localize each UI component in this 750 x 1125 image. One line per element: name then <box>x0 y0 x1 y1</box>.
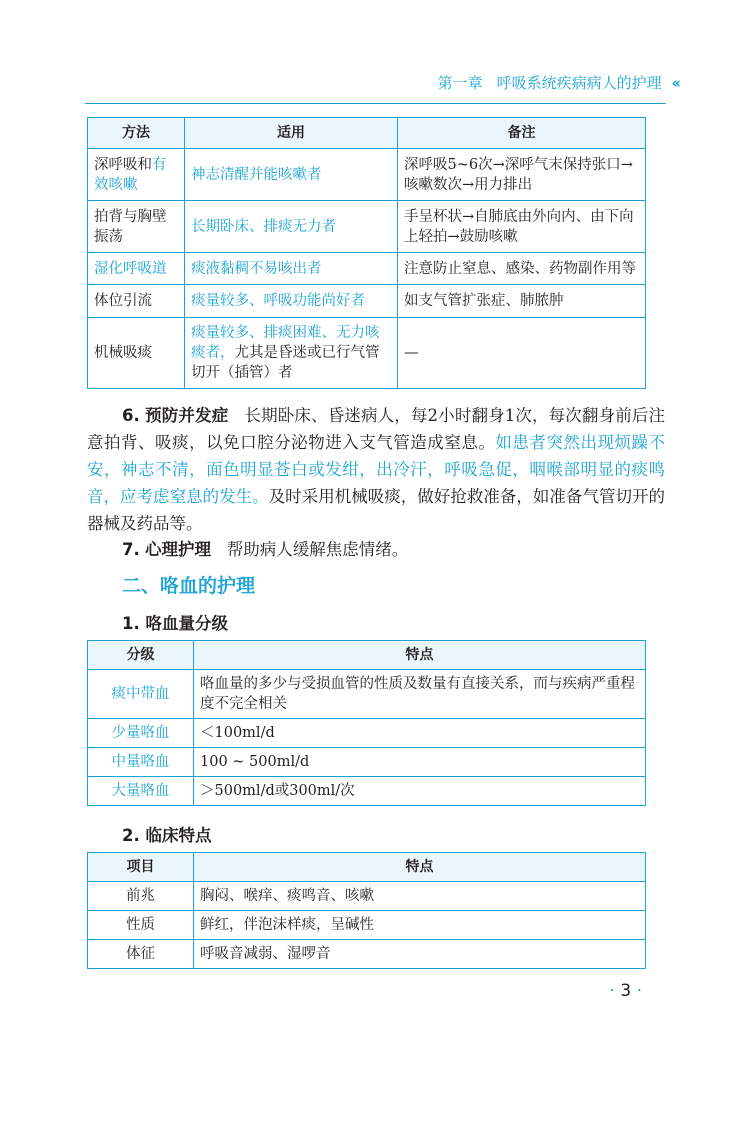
para-text: 长期卧床、昏迷病人，每2小时翻身1次，每次翻身前后注意拍背、吸痰，以免口腔分泌物进入支气管造成窒息。 <box>87 406 665 452</box>
grade-cell: 痰中带血 <box>88 670 194 719</box>
use-cell: 痰液黏稠不易咳出者 <box>185 253 398 285</box>
grade-cell: 大量咯血 <box>88 777 194 806</box>
method-cell: 体位引流 <box>88 285 185 318</box>
feature-cell: ＜100ml/d <box>194 719 646 748</box>
running-header <box>438 72 678 93</box>
page-number <box>610 981 642 1001</box>
clinical-features-table <box>87 852 646 969</box>
use-cell: 痰量较多、呼吸功能尚好者 <box>185 285 398 318</box>
note-cell: 深呼吸5~6次→深呼气末保持张口→咳嗽数次→用力排出 <box>398 149 646 201</box>
header-rule <box>85 103 666 104</box>
table-header-row <box>88 118 646 149</box>
table-row <box>88 318 646 389</box>
col-header-grade: 分级 <box>88 641 194 670</box>
table-row <box>88 201 646 253</box>
feature-cell: 咯血量的多少与受损血管的性质及数量有直接关系，而与疾病严重程度不完全相关 <box>194 670 646 719</box>
item-cell: 性质 <box>88 911 194 940</box>
table-row <box>88 882 646 911</box>
chapter-title: 呼吸系统疾病病人的护理 <box>496 74 662 92</box>
page-dot-right: · <box>636 981 642 1001</box>
col-header-note: 备注 <box>398 118 646 149</box>
hemoptysis-grading-table <box>87 640 646 806</box>
note-cell: 注意防止窒息、感染、药物副作用等 <box>398 253 646 285</box>
method-cell: 拍背与胸壁振荡 <box>88 201 185 253</box>
grade-cell: 少量咯血 <box>88 719 194 748</box>
use-text: 尤其是昏迷或已行气管切开（插管）者 <box>191 345 380 381</box>
para-text-highlight: 如患者突然出现烦躁不安，神志不清，面色明显苍白或发绀，出冷汗，呼吸急促，咽喉部明显的痰鸣音，应考虑窒息的发生。 <box>87 433 666 506</box>
chapter-label: 第一章 <box>437 74 483 92</box>
col-header-item: 项目 <box>88 853 194 882</box>
para-text: 及时采用机械吸痰，做好抢救准备，如准备气管切开的器械及药品等。 <box>87 487 666 533</box>
method-text-highlight: 有效咳嗽 <box>94 156 167 193</box>
feature-cell: 100 ~ 500ml/d <box>194 748 646 777</box>
table-row <box>88 670 646 719</box>
subsection-heading-grading: 1. 咯血量分级 <box>122 614 228 633</box>
table-row <box>88 719 646 748</box>
table-row <box>88 940 646 969</box>
table-row <box>88 253 646 285</box>
feature-cell: 呼吸音减弱、湿啰音 <box>194 940 646 969</box>
feature-cell: 胸闷、喉痒、痰鸣音、咳嗽 <box>194 882 646 911</box>
para-number: 6. <box>122 406 140 425</box>
table-header-row <box>88 641 646 670</box>
double-chevron-left-icon: ‹‹ <box>671 73 678 92</box>
use-cell: 长期卧床、排痰无力者 <box>185 201 398 253</box>
note-cell: 手呈杯状→自肺底由外向内、由下向上轻拍→鼓励咳嗽 <box>398 201 646 253</box>
note-cell: 如支气管扩张症、肺脓肿 <box>398 285 646 318</box>
subsection-heading-clinical: 2. 临床特点 <box>122 826 212 845</box>
feature-cell: ＞500ml/d或300ml/次 <box>194 777 646 806</box>
col-header-method: 方法 <box>88 118 185 149</box>
method-cell: 湿化呼吸道 <box>88 253 185 285</box>
method-cell: 机械吸痰 <box>88 318 185 389</box>
col-header-feature: 特点 <box>194 853 646 882</box>
method-cell <box>88 149 185 201</box>
table-row <box>88 149 646 201</box>
para-number: 7. <box>122 540 140 559</box>
para-heading: 心理护理 <box>145 540 211 559</box>
col-header-feature: 特点 <box>194 641 646 670</box>
item-cell: 体征 <box>88 940 194 969</box>
use-cell: 神志清醒并能咳嗽者 <box>185 149 398 201</box>
method-text: 深呼吸和 <box>94 156 152 173</box>
note-cell: — <box>398 318 646 389</box>
section-heading: 二、咯血的护理 <box>122 575 256 597</box>
table-row <box>88 285 646 318</box>
page-number-value: 3 <box>620 981 632 1001</box>
table-header-row <box>88 853 646 882</box>
sputum-methods-table <box>87 117 646 389</box>
col-header-use: 适用 <box>185 118 398 149</box>
use-text-highlight: 痰量较多、排痰困难、无力咳痰者， <box>191 325 380 361</box>
para-text: 帮助病人缓解焦虑情绪。 <box>226 540 409 559</box>
table-row <box>88 777 646 806</box>
page-dot-left: · <box>609 981 615 1001</box>
feature-cell: 鲜红，伴泡沫样痰，呈碱性 <box>194 911 646 940</box>
grade-cell: 中量咯血 <box>88 748 194 777</box>
paragraph-prevent-complications <box>87 402 665 537</box>
para-heading: 预防并发症 <box>145 406 229 425</box>
paragraph-psychological-care <box>87 536 665 563</box>
use-cell <box>185 318 398 389</box>
table-row <box>88 748 646 777</box>
table-row <box>88 911 646 940</box>
item-cell: 前兆 <box>88 882 194 911</box>
